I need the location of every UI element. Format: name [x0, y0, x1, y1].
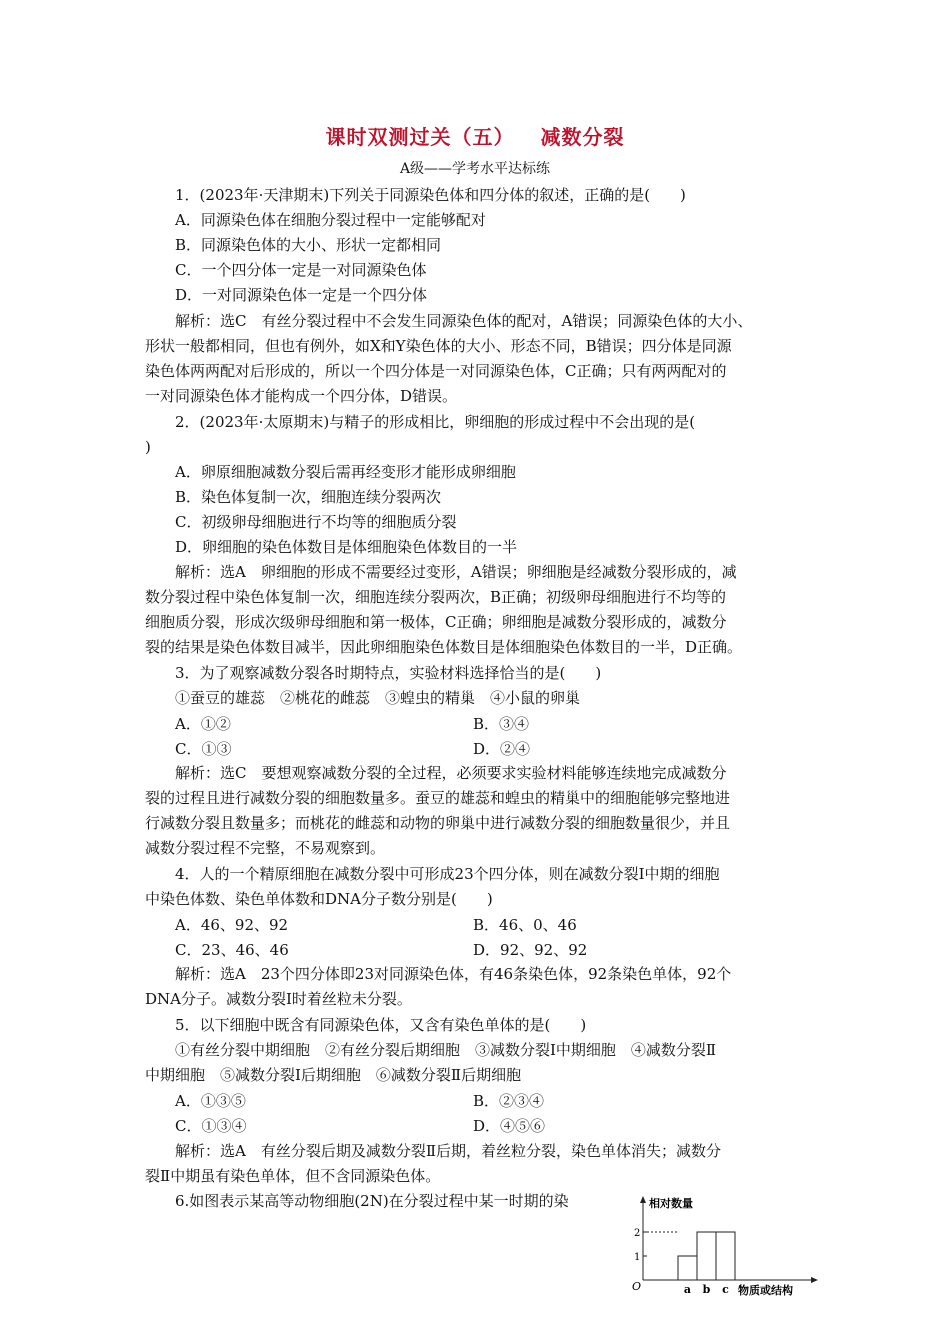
question-1-analysis-line: 形状一般都相同，但也有例外，如X和Y染色体的大小、形态不同，B错误；四分体是同源: [145, 337, 732, 355]
x-tick-label-b: b: [702, 1283, 711, 1296]
bar-c: [716, 1232, 735, 1280]
question-6-stem: 6.如图表示某高等动物细胞(2N)在分裂过程中某一时期的染: [175, 1192, 569, 1210]
x-axis-label: 物质或结构: [738, 1284, 793, 1297]
question-3-option-c: C．①③: [175, 740, 232, 758]
question-5-analysis-line: 解析：选A 有丝分裂后期及减数分裂Ⅱ后期，着丝粒分裂，染色单体消失；减数分: [175, 1142, 722, 1160]
question-3-analysis-line: 减数分裂过程不完整，不易观察到。: [145, 839, 386, 857]
question-5-analysis-line: 裂Ⅱ中期虽有染色单体，但不含同源染色体。: [145, 1167, 441, 1185]
question-5-option-a: A．①③⑤: [175, 1092, 246, 1110]
question-3-option-a: A．①②: [175, 715, 231, 733]
question-1-option-b: B．同源染色体的大小、形状一定都相同: [175, 236, 442, 254]
question-5-option-c: C．①③④: [175, 1117, 247, 1135]
title-topic: 减数分裂: [540, 125, 625, 149]
question-2-option-d: D．卵细胞的染色体数目是体细胞染色体数目的一半: [175, 538, 518, 556]
question-3-option-d: D．②④: [473, 740, 531, 758]
y-axis-label: 相对数量: [649, 1197, 693, 1210]
question-5-option-d: D．④⑤⑥: [473, 1117, 546, 1135]
question-3-analysis-line: 裂的过程且进行减数分裂的细胞数量多。蚕豆的雄蕊和蝗虫的精巢中的细胞能够完整地进: [145, 789, 731, 807]
question-5-items-end: 中期细胞 ⑤减数分裂Ⅰ后期细胞 ⑥减数分裂Ⅱ后期细胞: [145, 1066, 522, 1084]
question-4-analysis-line: DNA分子。减数分裂Ⅰ时着丝粒未分裂。: [145, 990, 412, 1008]
bar-a: [678, 1256, 697, 1280]
question-2-analysis-line: 数分裂过程中染色体复制一次，细胞连续分裂两次，B正确；初级卵母细胞进行不均等的: [145, 588, 727, 606]
question-3-items: ①蚕豆的雄蕊 ②桃花的雌蕊 ③蝗虫的精巢 ④小鼠的卵巢: [175, 689, 581, 707]
question-5-stem: 5．以下细胞中既含有同源染色体，又含有染色单体的是( ): [175, 1016, 587, 1034]
question-3-stem: 3．为了观察减数分裂各时期特点，实验材料选择恰当的是( ): [175, 664, 602, 682]
question-1-analysis-line: 解析：选C 有丝分裂过程中不会发生同源染色体的配对，A错误；同源染色体的大小、: [175, 312, 753, 330]
question-3-option-b: B．③④: [473, 715, 530, 733]
question-4-option-b: B．46、0、46: [473, 916, 577, 934]
y-axis-arrow: [640, 1196, 646, 1203]
level-heading: A级——学考水平达标练: [399, 161, 551, 177]
x-axis-arrow: [811, 1277, 818, 1283]
question-2-analysis-line: 细胞质分裂，形成次级卵母细胞和第一极体，C正确；卵细胞是减数分裂形成的，减数分: [145, 613, 727, 631]
question-4-option-d: D．92、92、92: [473, 941, 588, 959]
x-tick-label-a: a: [683, 1283, 692, 1296]
title-main: 课时双测过关（五）: [325, 125, 515, 149]
y-tick-label: 1: [634, 1252, 641, 1263]
question-2-option-a: A．卵原细胞减数分裂后需再经变形才能形成卵细胞: [175, 463, 516, 481]
question-5-items: ①有丝分裂中期细胞 ②有丝分裂后期细胞 ③减数分裂Ⅰ中期细胞 ④减数分裂Ⅱ: [175, 1041, 717, 1059]
question-3-analysis-line: 行减数分裂且数量多；而桃花的雌蕊和动物的卵巢中进行减数分裂的细胞数量很少，并且: [145, 814, 731, 832]
question-2-option-b: B．染色体复制一次，细胞连续分裂两次: [175, 488, 442, 506]
question-2-stem: 2．(2023年·太原期末)与精子的形成相比，卵细胞的形成过程中不会出现的是(: [175, 413, 696, 431]
question-1-stem: 1．(2023年·天津期末)下列关于同源染色体和四分体的叙述，正确的是( ): [175, 186, 686, 204]
y-tick-label: 2: [634, 1228, 641, 1239]
page-title: [0, 121, 950, 150]
question-5-option-b: B．②③④: [473, 1092, 545, 1110]
question-1-analysis-line: 染色体两两配对后形成的，所以一个四分体是一对同源染色体，C正确；只有两两配对的: [145, 362, 727, 380]
x-tick-label-c: c: [722, 1283, 729, 1296]
question-4-stem: 4．人的一个精原细胞在减数分裂中可形成23个四分体，则在减数分裂Ⅰ中期的细胞: [175, 865, 720, 883]
question-4-option-a: A．46、92、92: [175, 916, 289, 934]
question-4-option-c: C．23、46、46: [175, 941, 289, 959]
question-2-analysis-line: 解析：选A 卵细胞的形成不需要经过变形，A错误；卵细胞是经减数分裂形成的，减: [175, 563, 737, 581]
question-4-stem-end: 中染色体数、染色单体数和DNA分子数分别是( ): [145, 890, 493, 908]
question-1-option-c: C．一个四分体一定是一对同源染色体: [175, 261, 427, 279]
question-2-stem-end: ): [145, 438, 151, 456]
bar-b: [697, 1232, 716, 1280]
question-2-analysis-line: 裂的结果是染色体数目减半，因此卵细胞染色体数目是体细胞染色体数目的一半，D正确。: [145, 638, 743, 656]
question-1-option-a: A．同源染色体在细胞分裂过程中一定能够配对: [175, 211, 486, 229]
origin-label: O: [632, 1280, 642, 1293]
bar-chart: [620, 1194, 820, 1306]
question-4-analysis-line: 解析：选A 23个四分体即23对同源染色体，有46条染色体，92条染色单体，92个: [175, 965, 732, 983]
question-3-analysis-line: 解析：选C 要想观察减数分裂的全过程，必须要求实验材料能够连续地完成减数分: [175, 764, 727, 782]
question-1-analysis-line: 一对同源染色体才能构成一个四分体，D错误。: [145, 387, 458, 405]
question-1-option-d: D．一对同源染色体一定是一个四分体: [175, 286, 428, 304]
question-2-option-c: C．初级卵母细胞进行不均等的细胞质分裂: [175, 513, 457, 531]
